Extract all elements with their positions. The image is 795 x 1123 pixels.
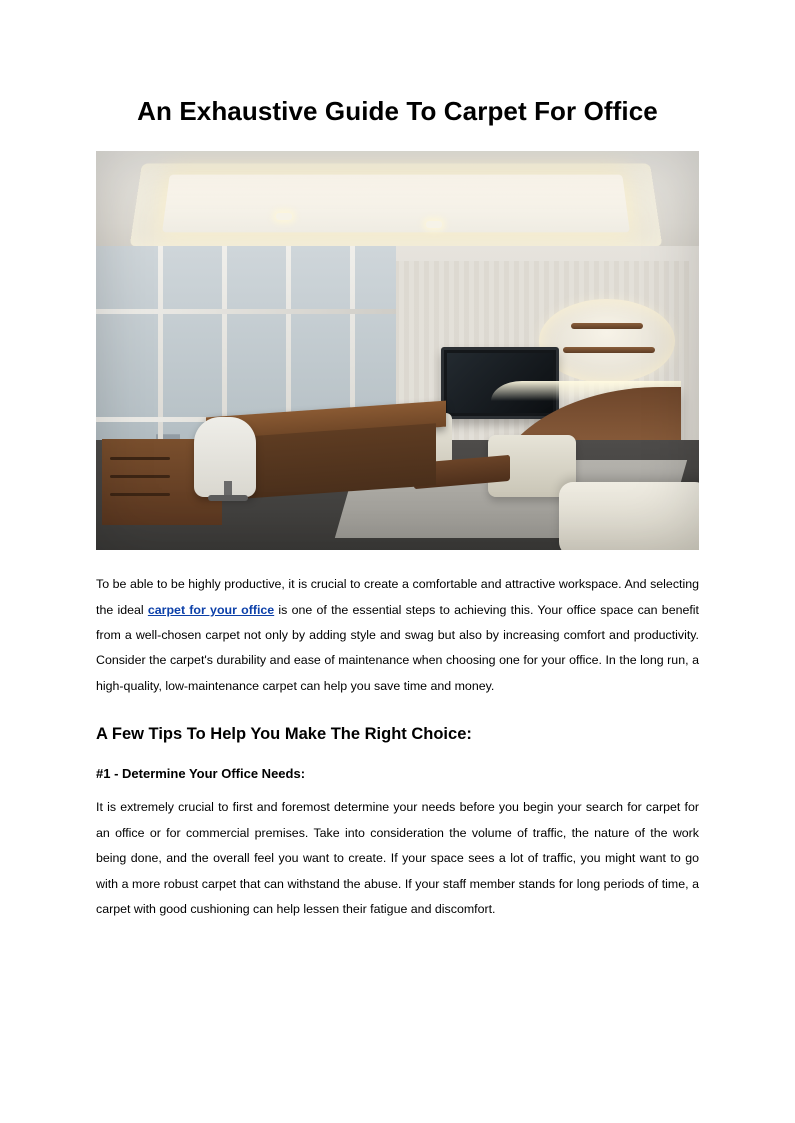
subsection-paragraph: It is extremely crucial to first and foremost determine your needs before you begin your search for carpet for an office or for commercial premises. Take into consideration the volume of traffic, the nature of the work being done, and the overall feel you want to create. If your space sees a lot of traffic, you might want to go with a more robust carpet that can withstand the abuse. If your staff member stands for long periods of time, a carpet with good cushioning can help lessen their fatigue and discomfort. bbox=[96, 800, 699, 916]
cove-lighting bbox=[162, 175, 630, 233]
office-interior-photo bbox=[96, 151, 699, 550]
page-title: An Exhaustive Guide To Carpet For Office bbox=[137, 96, 658, 126]
hero-image bbox=[96, 151, 699, 550]
niche-shelf bbox=[563, 347, 655, 353]
intro-text-before-link: To be able to be highly productive, it is crucial to create a comfortable and attractive workspace. And selecting the ideal bbox=[96, 577, 699, 617]
niche-shelf bbox=[571, 323, 643, 329]
intro-text-after-link: is one of the essential steps to achieving this. Your office space can benefit from a well-chosen carpet not only by adding style and swag but also by increasing comfort and productivity. Consider the carpet's durability and ease of maintenance when choosing one for your office. In the long run, a high-quality, low-maintenance carpet can help you save time and money. bbox=[96, 602, 699, 693]
downlight-icon bbox=[426, 221, 442, 228]
credenza-drawer bbox=[110, 475, 170, 478]
chair-base bbox=[208, 495, 248, 501]
oval-wall-niche bbox=[539, 299, 675, 383]
section-heading: A Few Tips To Help You Make The Right Choice: bbox=[96, 725, 472, 744]
subsection-heading: #1 - Determine Your Office Needs: bbox=[96, 766, 306, 782]
credenza-drawer bbox=[110, 493, 170, 496]
carpet-for-your-office-link[interactable]: carpet for your office bbox=[147, 602, 275, 617]
intro-paragraph bbox=[96, 550, 699, 699]
window-transom bbox=[96, 309, 396, 314]
leather-sofa bbox=[559, 482, 699, 550]
credenza-drawer bbox=[110, 457, 170, 460]
downlight-icon bbox=[276, 213, 292, 220]
